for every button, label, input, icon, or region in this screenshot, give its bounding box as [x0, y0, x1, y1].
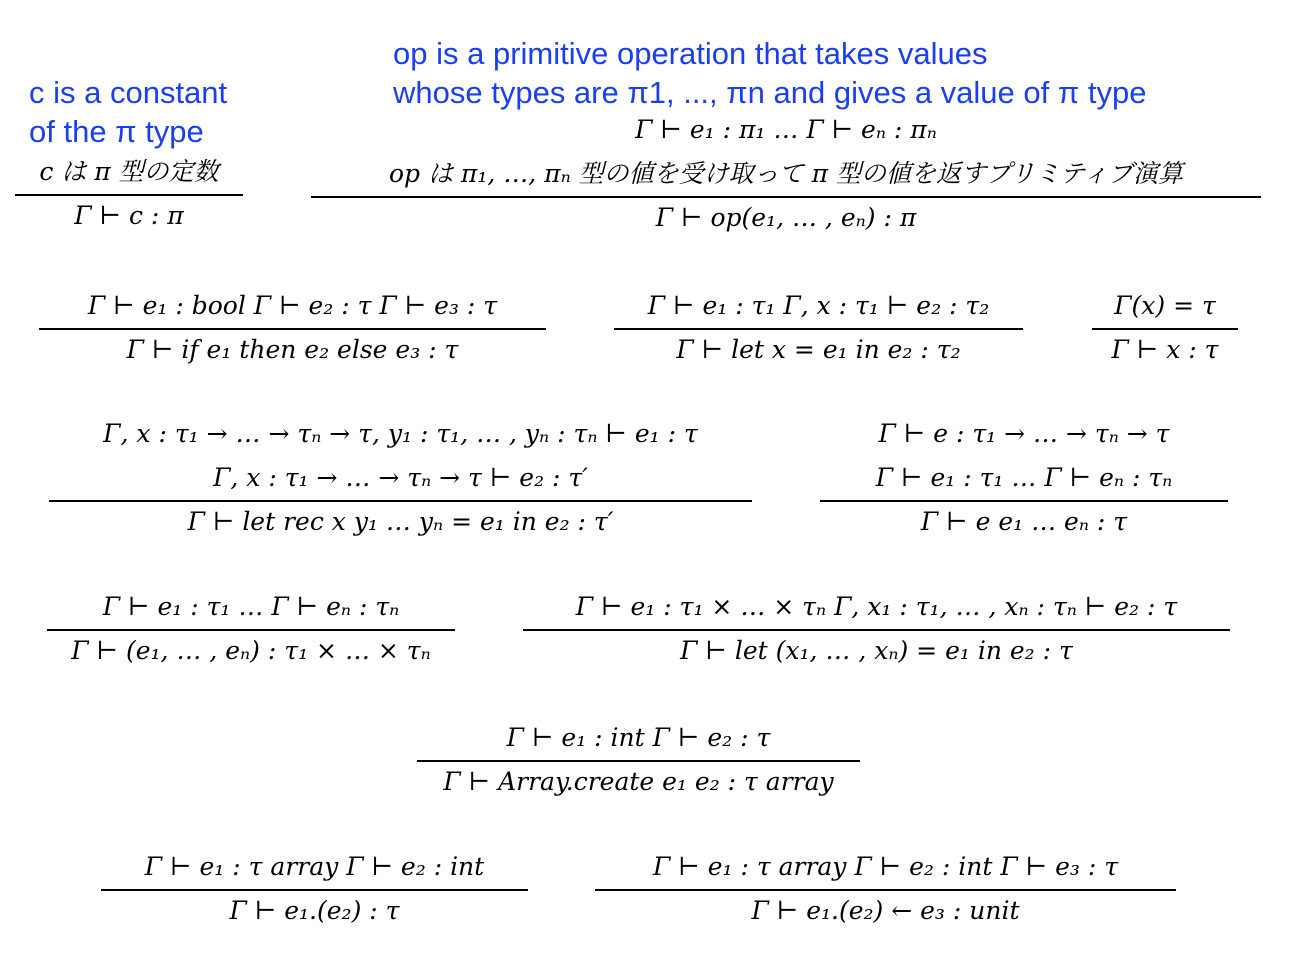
- constant-note-line-1: c is a constant: [29, 75, 228, 110]
- rule-prim-premise-1: Γ ⊢ e₁ : π₁ … Γ ⊢ eₙ : πₙ: [635, 115, 937, 144]
- rule-if: [39, 284, 546, 370]
- primitive-note-line-2: whose types are π1, ..., πn and gives a value of π type: [393, 75, 1147, 110]
- rule-put-conclusion: Γ ⊢ e₁.(e₂) ← e₃ : unit: [751, 895, 1020, 925]
- rule-letrec-conclusion: Γ ⊢ let rec x y₁ … yₙ = e₁ in e₂ : τ′: [187, 506, 614, 536]
- rule-prim-conclusion: Γ ⊢ op(e₁, … , eₙ) : π: [655, 202, 917, 232]
- rule-app-conclusion: Γ ⊢ e e₁ … eₙ : τ: [920, 506, 1128, 536]
- primitive-note: [393, 34, 1146, 112]
- rule-prim-premise-2: op は π₁, …, πₙ 型の値を受け取って π 型の値を返すプリミティブ演算: [388, 159, 1184, 188]
- rule-lettuple-premise: Γ ⊢ e₁ : τ₁ × … × τₙ Γ, x₁ : τ₁, … , xₙ : τₙ ⊢ e₂ : τ: [575, 592, 1178, 621]
- rule-let: [614, 284, 1023, 370]
- rule-const-conclusion: Γ ⊢ c : π: [74, 200, 184, 230]
- rule-const: [15, 150, 243, 236]
- rule-var-premise: Γ(x) = τ: [1114, 291, 1216, 320]
- rule-lettuple: [523, 585, 1230, 671]
- rule-const-premise: c は π 型の定数: [39, 157, 219, 186]
- rule-tuple-conclusion: Γ ⊢ (e₁, … , eₙ) : τ₁ × … × τₙ: [71, 635, 431, 665]
- primitive-note-line-1: op is a primitive operation that takes values: [393, 36, 988, 71]
- rule-get-premise: Γ ⊢ e₁ : τ array Γ ⊢ e₂ : int: [144, 852, 485, 881]
- rule-app: [820, 412, 1228, 542]
- rule-arraycreate: [417, 716, 860, 802]
- rule-letrec-premise-2: Γ, x : τ₁ → … → τₙ → τ ⊢ e₂ : τ′: [213, 463, 588, 492]
- rule-letrec: [49, 412, 752, 542]
- rule-app-premise-2: Γ ⊢ e₁ : τ₁ … Γ ⊢ eₙ : τₙ: [875, 463, 1173, 492]
- rule-let-conclusion: Γ ⊢ let x = e₁ in e₂ : τ₂: [676, 334, 961, 364]
- rule-arraycreate-conclusion: Γ ⊢ Array.create e₁ e₂ : τ array: [443, 766, 834, 796]
- constant-note: [29, 73, 227, 151]
- rule-if-premise: Γ ⊢ e₁ : bool Γ ⊢ e₂ : τ Γ ⊢ e₃ : τ: [87, 291, 498, 320]
- rule-prim: [311, 108, 1261, 238]
- rule-put: [595, 845, 1176, 931]
- rule-if-conclusion: Γ ⊢ if e₁ then e₂ else e₃ : τ: [126, 334, 459, 364]
- rule-arraycreate-premise: Γ ⊢ e₁ : int Γ ⊢ e₂ : τ: [506, 723, 771, 752]
- rule-get-conclusion: Γ ⊢ e₁.(e₂) : τ: [229, 895, 400, 925]
- rule-lettuple-conclusion: Γ ⊢ let (x₁, … , xₙ) = e₁ in e₂ : τ: [680, 635, 1073, 665]
- rule-tuple: [47, 585, 455, 671]
- rule-var: [1092, 284, 1238, 370]
- constant-note-line-2: of the π type: [29, 114, 204, 149]
- rule-app-premise-1: Γ ⊢ e : τ₁ → … → τₙ → τ: [878, 419, 1170, 448]
- rule-get: [101, 845, 528, 931]
- rule-var-conclusion: Γ ⊢ x : τ: [1111, 334, 1219, 364]
- rule-tuple-premise: Γ ⊢ e₁ : τ₁ … Γ ⊢ eₙ : τₙ: [102, 592, 400, 621]
- rule-letrec-premise-1: Γ, x : τ₁ → … → τₙ → τ, y₁ : τ₁, … , yₙ : τₙ ⊢ e₁ : τ: [103, 419, 698, 448]
- rule-let-premise: Γ ⊢ e₁ : τ₁ Γ, x : τ₁ ⊢ e₂ : τ₂: [647, 291, 990, 320]
- rule-put-premise: Γ ⊢ e₁ : τ array Γ ⊢ e₂ : int Γ ⊢ e₃ : τ: [652, 852, 1119, 881]
